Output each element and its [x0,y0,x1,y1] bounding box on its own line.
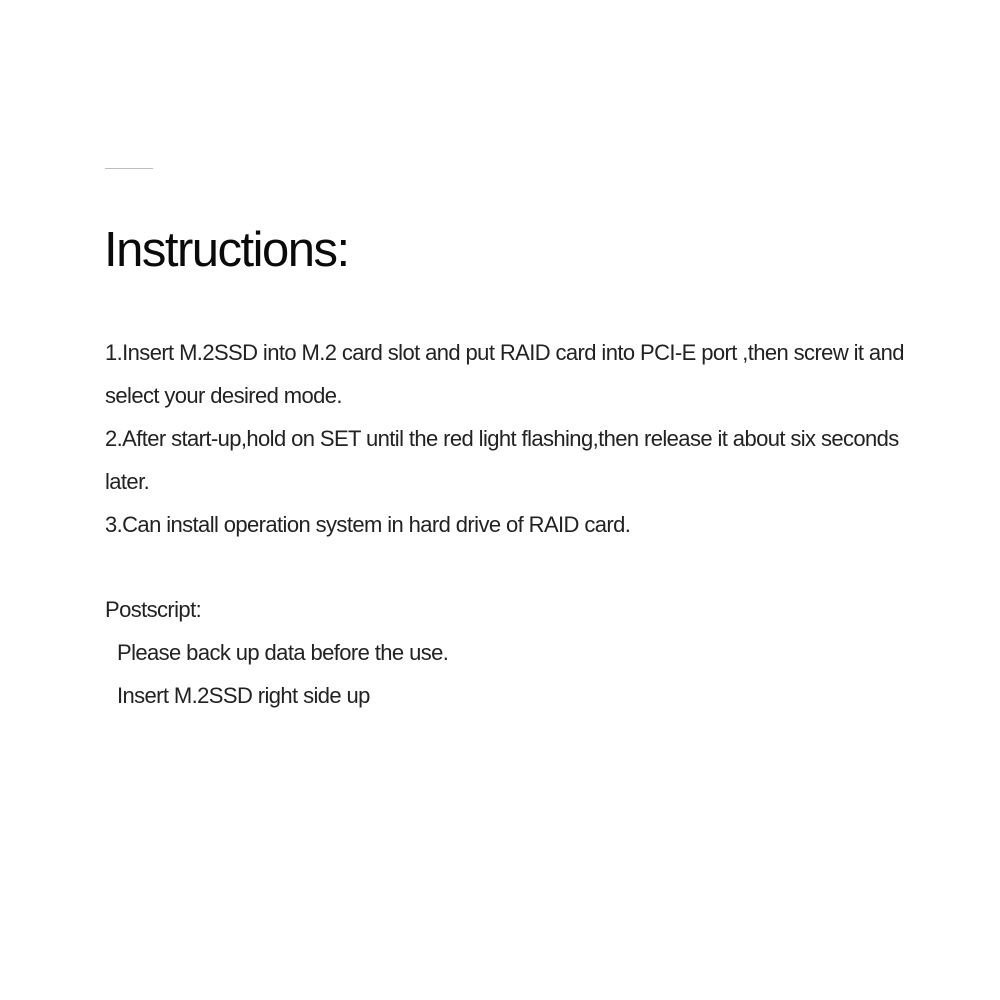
postscript-note-1: Please back up data before the use. [117,640,449,665]
instruction-step-3: 3.Can install operation system in hard drive of RAID card. [105,512,631,537]
instruction-step-1: 1.Insert M.2SSD into M.2 card slot and put RAID card into PCI-E port ,then screw it and select your desired mode. [105,340,904,408]
title-divider-line [105,168,153,169]
instruction-step-2: 2.After start-up,hold on SET until the red light flashing,then release it about six seconds later. [105,426,899,494]
postscript-heading: Postscript: [105,597,202,622]
postscript-section [105,588,935,717]
page-title: Instructions: [104,223,349,277]
postscript-note-2: Insert M.2SSD right side up [117,683,370,708]
instruction-steps [105,331,935,546]
